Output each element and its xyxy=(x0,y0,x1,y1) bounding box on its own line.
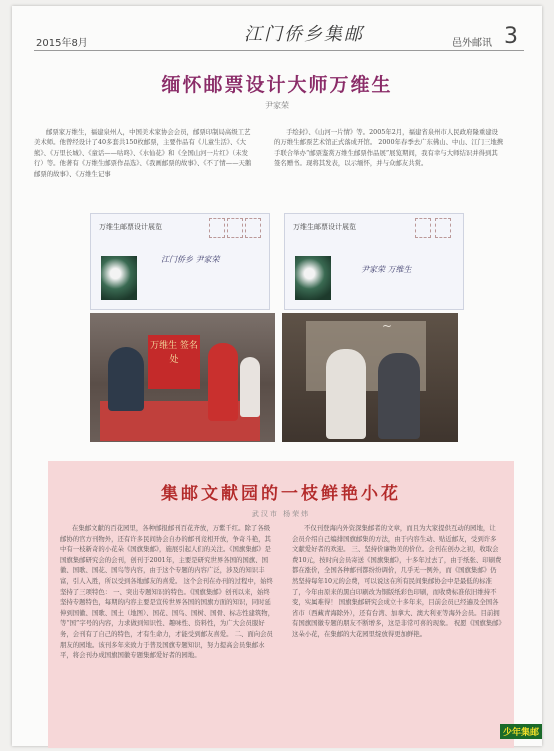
stamp-icon xyxy=(227,218,243,238)
photo-person xyxy=(108,347,144,411)
article2-title: 集邮文献园的一枝鲜艳小花 xyxy=(161,484,401,504)
article2-author: 武汉市 杨荣炜 xyxy=(251,510,311,518)
article2-column-1: 在集邮文献的百花园里，各种邮报邮刊百花齐放，万紫千红。除了各级邮协的官方刊物外，还有许多民间协会自办的邮刊竞相开放，争奇斗艳，其中有一枝新奇的小花朵《国旗集邮》，施展引起人们的关注。《国旗集邮》是国旗集邮研究会的会刊，创刊于2001年，主要是研究世界各国的国旗、国徽、国歌、国花、国鸟等内容，由于这个专题的内容广泛，涉及的知识丰富，引人入胜，所以受到各地邮友的喜爱。 这个会刊在办刊的过程中，始终坚持了三项特色： 一、突出专题知识的特色。《国旗集邮》创刊以来，始终坚持专题特色，每期的内容主要是宣传世界各国的国旗方面的知识，同时延伸到国徽、国歌、国土（地图）、国花、国鸟、国树、国骨、标志性建筑物，等“国”字号的内容，力求做到知识性、趣味性、资料性，为广大会员服好务，会刊有了自己的特色，才有生命力，才能受到邮友喜爱。 二、面向会员朋友的园地。该刊多年来致力于普及国旗专题知识，努力提高会员集邮水平，将会刊办成国旗国徽专题集邮爱好者的园地。 xyxy=(60,524,275,660)
cover2-header: 万维生邮票设计展览 xyxy=(293,223,356,231)
calligraphy-mark: ~ xyxy=(382,319,393,333)
signed-cover-image-2 xyxy=(284,213,464,310)
narcissus-stamp-icon xyxy=(295,256,331,300)
signed-cover-image-1 xyxy=(90,213,270,310)
page-header xyxy=(34,16,524,51)
photo-person xyxy=(240,357,260,417)
newspaper-page xyxy=(12,6,542,746)
article1-column-1: 邮票家万维生，福建泉州人，中国美术家协会会员，邮票印制局高级工艺美术师。他曾经设计了40多套共150枚邮票，主要作品有《儿童生活》、《大熊》、《万里长城》、《童话——咕咚》、《水仙花》和《全国山河一片红》（未发行）等。他著有《万维生邮票作品选》、《我画邮票的故事》、《不了情——天鹅邮票的故事》、《万维生记事 xyxy=(34,128,252,178)
signing-event-photo xyxy=(90,313,275,442)
page-number: 3 xyxy=(504,24,518,49)
cover1-signature: 江门侨乡 尹家荣 xyxy=(161,255,220,264)
cover2-signature: 尹家荣 万维生 xyxy=(361,265,412,274)
article1-column-2: 手绘封》、《山河一片情》等。2005年2月，福建省泉州市人民政府隆重建设的万维生邮票艺术馆正式落成开馆。 2000年春季去广东佛山、中山、江门三地携手联合举办“邮票鉴赏万维生邮票作品展”展览期间，我有幸与大师结识并得到其签名赠书。现将其发表，以示缅怀，并与众邮友共赏。 xyxy=(274,128,504,168)
article1-title: 缅怀邮票设计大师万维生 xyxy=(161,74,393,96)
column-name: 邑外邮讯 xyxy=(452,38,492,49)
stamp-icon xyxy=(245,218,261,238)
issue-date: 2015年8月 xyxy=(36,38,88,49)
signing-sign: 万维生 签名处 xyxy=(148,335,200,389)
photo-person xyxy=(208,343,238,421)
publication-logo: 江门侨乡集邮 xyxy=(244,24,364,45)
stamp-icon xyxy=(415,218,431,238)
article2-column-2: 不仅刊登海内外资深集邮者的文章，而且为大家提供互动的园地，让会员介绍自己编排国旗邮集的方法，由于内容生动、贴近邮友，受到许多文献爱好者的欢迎。 三、坚持价廉物美的价位。会刊在创办之初，收取会费10元，按时向会员寄送《国旗集邮》，十多年过去了，由于纸张、印刷费都在涨价，全国各种邮刊都纷纷调价，几乎无一例外，而《国旗集邮》仍然坚持每年10元的会费，可以说这在所有民间集邮协会中是最低的标准了，今年由原来的黑白印刷改为铜版纸彩色印刷，而收费标准依旧维持不变，实属难得！ 国旗集邮研究会成立十多年来，目前会员已经遍及全国各省市（西藏青海除外），还有台湾、加拿大、澳大利亚等海外会员。目前拥有国旗国徽专题的朋友不断增多，这是非常可喜的现象。 祝愿《国旗集邮》这朵小花，在集邮的大花园里绽放得更加鲜艳。 xyxy=(292,524,502,638)
article2-section xyxy=(48,461,514,748)
photo-person xyxy=(378,353,420,439)
cover1-header: 万维生邮票设计展览 xyxy=(99,223,162,231)
article1-author: 尹家荣 xyxy=(265,101,289,110)
stamp-icon xyxy=(435,218,451,238)
narcissus-stamp-icon xyxy=(101,256,137,300)
photo-person xyxy=(326,349,366,439)
watermark-logo: 少年集邮 xyxy=(500,724,542,739)
stamp-icon xyxy=(209,218,225,238)
group-photo xyxy=(282,313,458,442)
